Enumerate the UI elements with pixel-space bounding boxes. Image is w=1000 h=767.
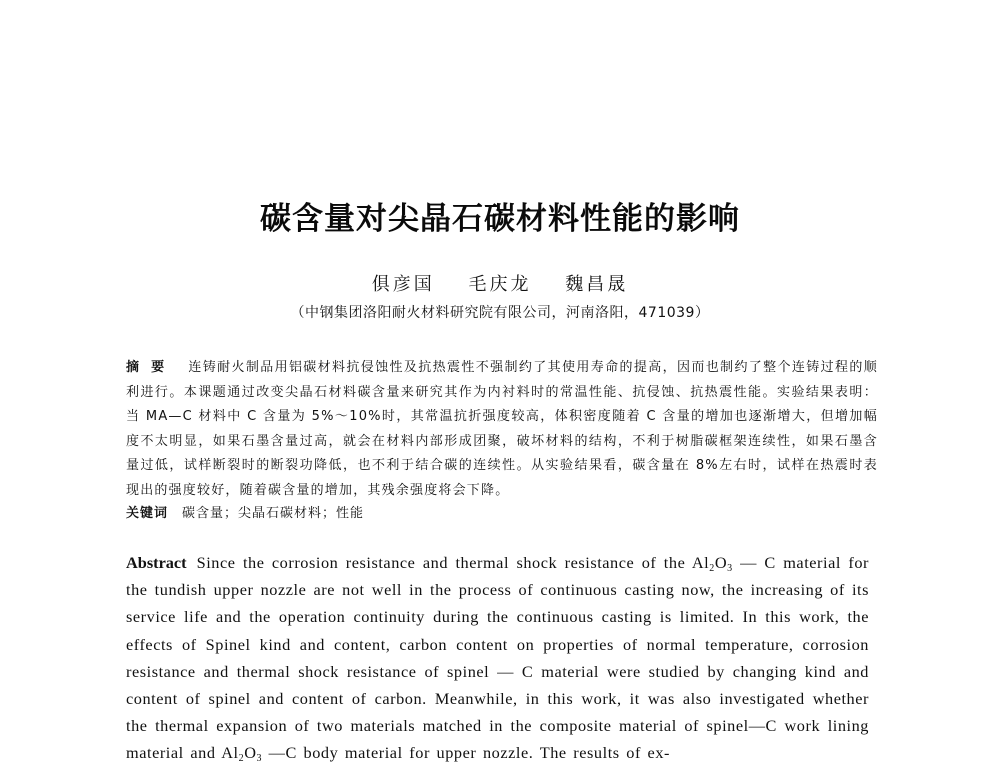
english-abstract-text: O <box>244 743 257 763</box>
english-abstract-text: O <box>714 553 728 572</box>
chinese-abstract-label: 摘要 <box>126 360 177 375</box>
english-abstract-text: — C material for the tundish upper nozzle are not well in the process of continuous casting now, the increasing of its service life and the operation continuity during the continuous casting is limited. In this work, the effects of Spinel kind and content, carbon content on properties of normal temperature, corrosion resistance and thermal shock resistance of spinel — C material were studied by changing kind and content of spinel and content of carbon. Meanwhile, in this work, it was also investigated whether the thermal expansion of two materials matched in the composite material of spinel—C work lining material and Al <box>126 553 870 763</box>
english-abstract-label: Abstract <box>126 553 187 572</box>
author-name: 毛庆龙 <box>468 274 532 295</box>
subscript: 2 <box>709 563 715 574</box>
subscript: 3 <box>256 753 263 765</box>
chinese-keywords <box>126 502 878 526</box>
english-abstract-text: Since the corrosion resistance and thermal shock resistance of the Al <box>196 553 710 572</box>
subscript: 3 <box>727 563 733 574</box>
chinese-keywords-text: 碳含量；尖晶石碳材料；性能 <box>182 506 365 521</box>
chinese-keywords-label: 关键词 <box>126 506 169 521</box>
english-abstract-text: —C body material for upper nozzle. The results of ex- <box>262 743 670 763</box>
author-name: 俱彦国 <box>371 274 435 295</box>
author-list <box>0 270 1000 296</box>
paper-title: 碳含量对尖晶石碳材料性能的影响 <box>260 201 740 237</box>
chinese-abstract-text: 连铸耐火制品用铝碳材料抗侵蚀性及抗热震性不强制约了其使用寿命的提高，因而也制约了整个连铸过程的顺利进行。本课题通过改变尖晶石材料碳含量来研究其作为内衬料时的常温性能、抗侵蚀、抗热震性能。实验结果表明：当 MA—C 材料中 C 含量为 5%～10%时，其常温抗折强度较高，体积密度随着 C 含量的增加也逐渐增大，但增加幅度不太明显，如果石墨含量过高，就会在材料内部形成团聚，破坏材料的结构，不利于树脂碳框架连续性，如果石墨含量过低，试样断裂时的断裂功降低，也不利于结合碳的连续性。从实验结果看，碳含量在 8%左右时，试样在热震时表现出的强度较好，随着碳含量的增加，其残余强度将会下降。 <box>126 360 878 498</box>
chinese-abstract <box>126 356 878 503</box>
english-abstract <box>126 549 869 767</box>
author-name: 魏昌晟 <box>565 274 629 295</box>
subscript: 2 <box>238 753 245 765</box>
affiliation: （中钢集团洛阳耐火材料研究院有限公司，河南洛阳，471039） <box>290 305 710 321</box>
